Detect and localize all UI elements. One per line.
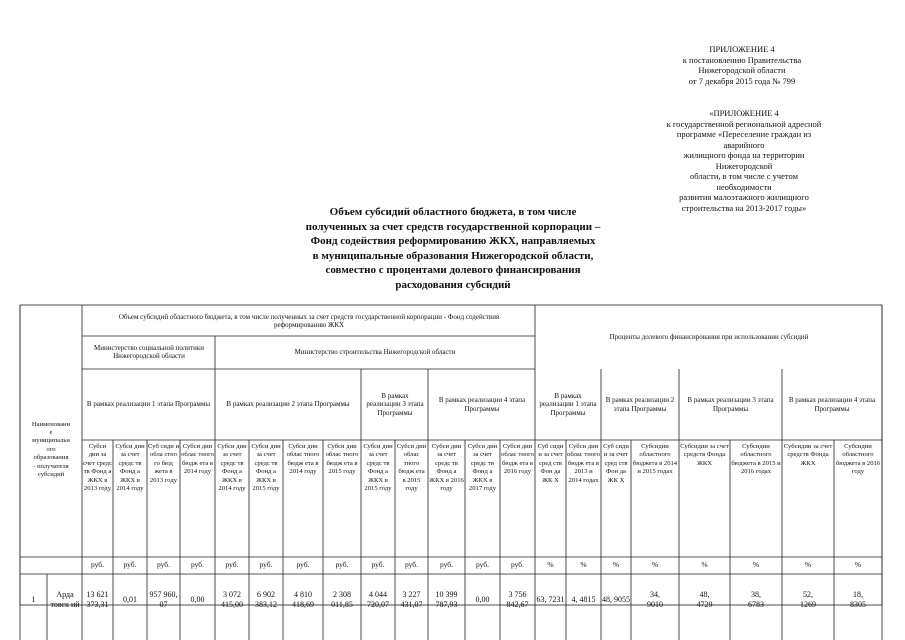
value-cell: 63, 7231 (536, 595, 565, 604)
title-line: расходования субсидий (395, 278, 511, 291)
value-cell: 48, 9055 (602, 595, 630, 604)
value-cell: 0,01 (123, 595, 137, 604)
unit-cell: руб. (259, 560, 273, 570)
sub-header: Субси дии облас тного бюдж ета в 2015 году (396, 443, 427, 493)
unit-cell: % (651, 560, 659, 570)
unit-cell: руб. (335, 560, 349, 570)
value-cell: 10 399 787,93 (435, 590, 458, 609)
value-cell: 3 227 431,07 (400, 590, 423, 609)
row-number: 1 (31, 595, 36, 604)
unit-cell: руб. (123, 560, 137, 570)
unit-cell: % (612, 560, 620, 570)
value-cell: 3 072 415,00 (221, 590, 243, 609)
unit-cell: % (752, 560, 760, 570)
appendix-program-line: строительства на 2013-2017 годы» (681, 202, 807, 213)
title-line: в муниципальные образования Нижегородской области, (312, 249, 594, 262)
group-header-percent: Проценты долевого финансирования при использовании субсидий (609, 332, 809, 341)
unit-cell: % (701, 560, 708, 570)
unit-cell: руб. (405, 560, 418, 570)
sub-header: Субси дии за счет средс тв Фонд а ЖКХ в 2015 году (251, 443, 281, 493)
unit-cell: % (854, 560, 862, 570)
stage-4-header: В рамках реализации 4 этапа Программы (438, 396, 526, 413)
appendix-program-line: области, в том числе с учетом необходимости (690, 171, 798, 192)
group-header-subsidy-volume: Объем субсидий областного бюджета, в том числе полученных за счет средств государственной корпорации - Фонд содействия реформированию ЖКХ (118, 312, 500, 329)
unit-cell: руб. (476, 560, 489, 570)
appendix-program-line: развития малоэтажного жилищного (679, 192, 809, 202)
appendix-program-title: «ПРИЛОЖЕНИЕ 4 (709, 108, 779, 118)
sub-header: Субси дии за счет средс тв Фонд а ЖКХ в 2017 году (467, 443, 498, 493)
unit-cell: руб. (371, 560, 385, 570)
sub-header: Субси дии облас тного бюдж ета в 2015 году (325, 443, 359, 476)
appendix-4-line: от 7 декабря 2015 года № 799 (688, 75, 796, 86)
unit-cell: руб. (296, 560, 310, 570)
stage-2-header: В рамках реализации 2 этапа Программы (226, 400, 350, 409)
sub-header: Суб сиди и за счет сред ств Фон да ЖК Х (603, 443, 629, 484)
unit-cell: руб. (157, 560, 170, 570)
stage-3-header: В рамках реализации 3 этапа Программы (366, 391, 424, 417)
appendix-program-line: программе «Переселение граждан из аварийного (676, 129, 812, 150)
appendix-4-line: к постановлению Правительства (682, 54, 802, 65)
value-cell: 6 902 383,12 (255, 590, 277, 609)
appendix-program-line: жилищного фонда на территории Нижегородской (683, 150, 805, 171)
sub-header: Субси дии за счет средс тв Фонд а ЖКХ в 2014 году (217, 443, 247, 493)
sub-header: Субсидии за счет средств Фонда ЖКХ (783, 443, 833, 467)
percent-stage-4-header: В рамках реализации 4 этапа Программы (788, 396, 876, 413)
value-cell: 0,00 (475, 595, 490, 604)
stage-1-header: В рамках реализации 1 этапа Программы (86, 400, 211, 409)
unit-cell: руб. (91, 560, 104, 570)
unit-cell: руб. (191, 560, 204, 570)
unit-cell: руб. (440, 560, 453, 570)
value-cell: 0,00 (190, 595, 205, 604)
title-line: полученных за счет средств государственной корпорации – (305, 220, 601, 233)
value-cell: 52, 1269 (800, 590, 816, 609)
value-cell: 34, 9010 (647, 590, 663, 609)
value-cell: 4, 4815 (571, 595, 596, 604)
unit-cell: % (580, 560, 587, 570)
value-cell: 3 756 842,67 (506, 590, 529, 609)
appendix-program-line: к государственной региональной адресной (666, 118, 822, 129)
percent-stage-1-header: В рамках реализации 1 этапа Программы (539, 391, 597, 417)
appendix-4-title: ПРИЛОЖЕНИЕ 4 (709, 44, 775, 54)
unit-cell: руб. (225, 560, 239, 570)
unit-cell: % (547, 560, 554, 570)
value-cell: 13 621 373,31 (86, 590, 109, 609)
sub-header: Субси дии облас тного бюдж ета в 2013 и 2014 годах (567, 443, 600, 484)
sub-header: Субси дии за счет средс тв Фонд а ЖКХ в 2016 году (429, 443, 464, 493)
percent-stage-2-header: В рамках реализации 2 этапа Программы (605, 396, 675, 413)
sub-header: Субси дии облас тного бюдж ета в 2016 году (501, 443, 534, 476)
sub-header: Субси дии за счет средс тв Фонд а ЖКХ в 2015 году (363, 443, 393, 493)
value-cell: 38, 6783 (748, 590, 764, 609)
appendix-4-line: Нижегородской области (698, 65, 786, 75)
sub-header: Субси дии облас тного бюдж ета в 2014 году (286, 443, 320, 476)
title-line: Объем субсидий областного бюджета, в том числе (329, 206, 577, 218)
value-cell: 2 308 011,85 (331, 590, 353, 609)
unit-cell: % (804, 560, 812, 570)
value-cell: 18, 8305 (850, 590, 866, 609)
sub-header: Субси дии за счет средс тв Фонд а ЖКХ в 2014 году (115, 443, 145, 493)
value-cell: 957 960, 07 (149, 590, 178, 609)
value-cell: 4 044 720,07 (367, 590, 389, 609)
value-cell: 4 810 418,69 (292, 590, 314, 609)
sub-header: Субсидии областного бюджета в 2015 и 2016 годах (731, 443, 781, 476)
municipality-name: Арда товск ий (50, 590, 80, 609)
sub-header: Суб сиди и обла стно го бюд жета в 2013 году (148, 443, 179, 484)
column-header-municipality: Наименовани е муниципальн ого образования - получателя субсидий (31, 420, 71, 479)
title-line: совместно с процентами долевого финансирования (325, 264, 581, 276)
sub-header: Суб сиди и за счет сред ств Фон да ЖК Х (537, 443, 564, 484)
sub-header: Субсидии за счет средств Фонда ЖКХ (680, 443, 729, 467)
ministry-construction: Министерство строительства Нижегородской области (294, 347, 456, 356)
percent-stage-3-header: В рамках реализации 3 этапа Программы (687, 396, 774, 413)
ministry-social-policy: Министерство социальной политики Нижегородской области (94, 343, 204, 360)
sub-header: Субсидии областного бюджета в 2014 и 2015 годах (632, 443, 678, 476)
value-cell: 48, 4729 (696, 590, 713, 609)
sub-header: Субси дии облас тного бюдж ета в 2014 году (181, 443, 214, 476)
sub-header: Субси дии за счет средс тв Фонд а ЖКХ в 2013 году (83, 443, 112, 493)
title-line: Фонд содействия реформированию ЖКХ, направляемых (310, 235, 596, 247)
unit-cell: руб. (511, 560, 524, 570)
sub-header: Субсидии областного бюджета в 2016 году (835, 443, 881, 476)
